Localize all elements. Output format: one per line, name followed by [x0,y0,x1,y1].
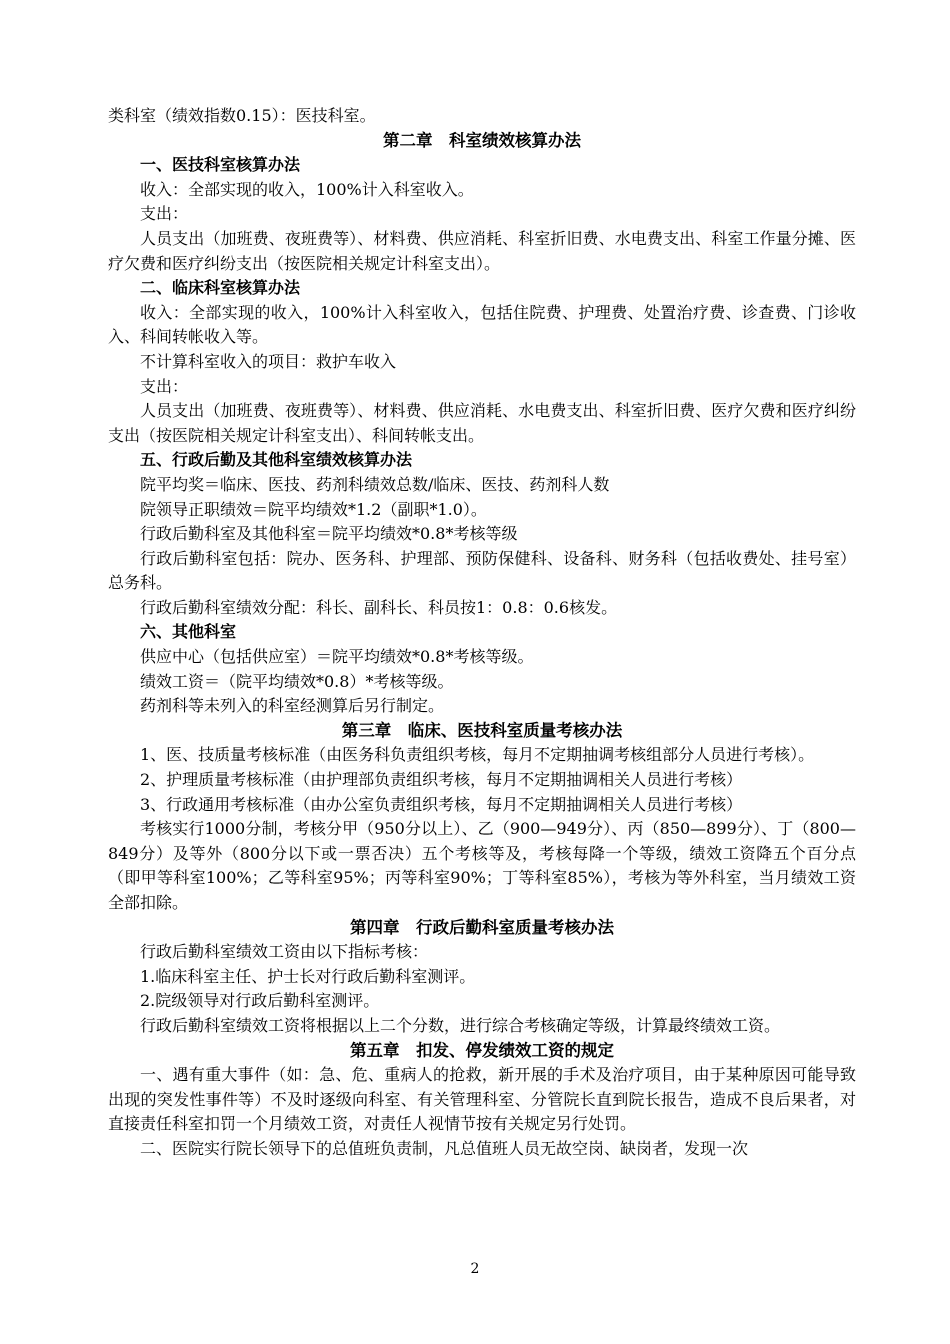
section-heading: 一、医技科室核算办法 [140,155,301,175]
paragraph: 收入：全部实现的收入，100%计入科室收入。 [140,179,474,199]
chapter-title: 第四章 行政后勤科室质量考核办法 [350,917,614,937]
paragraph: 不计算科室收入的项目：救护车收入 [140,351,397,371]
paragraph: 1、医、技质量考核标准（由医务科负责组织考核，每月不定期抽调考核组部分人员进行考核）。 [140,745,815,765]
document-body [108,104,856,1162]
paragraph: 行政后勤科室绩效工资由以下指标考核： [140,942,429,962]
paragraph: 2、护理质量考核标准（由护理部负责组织考核，每月不定期抽调相关人员进行考核） [140,770,743,790]
paragraph: 1.临床科室主任、护士长对行政后勤科室测评。 [140,966,476,986]
paragraph: 考核实行1000分制，考核分甲（950分以上）、乙（900—949分）、丙（850—899分）、丁（800—849分）及等外（800分以下或一票否决）五个考核等及，考核每降一个等级，绩效工资降五个百分点（即甲等科室100%；乙等科室95%；丙等科室90%；丁等科室85%），考核为等外科室，当月绩效工资全部扣除。 [108,819,856,912]
paragraph: 行政后勤科室绩效分配：科长、副科长、科员按1：0.8：0.6核发。 [140,597,618,617]
paragraph: 收入：全部实现的收入，100%计入科室收入，包括住院费、护理费、处置治疗费、诊查费、门诊收入、科间转帐收入等。 [108,302,856,347]
paragraph: 类科室（绩效指数0.15）：医技科室。 [108,106,376,125]
paragraph: 药剂科等未列入的科室经测算后另行制定。 [140,696,445,716]
section-heading: 二、临床科室核算办法 [140,278,301,298]
paragraph: 人员支出（加班费、夜班费等）、材料费、供应消耗、科室折旧费、水电费支出、科室工作量分摊、医疗欠费和医疗纠纷支出（按医院相关规定计科室支出）。 [108,228,856,273]
paragraph: 2.院级领导对行政后勤科室测评。 [140,991,380,1011]
section-heading: 六、其他科室 [140,622,237,642]
paragraph: 支出： [140,376,189,396]
paragraph: 二、医院实行院长领导下的总值班负责制，凡总值班人员无故空岗、缺岗者，发现一次 [140,1138,749,1158]
section-heading: 五、行政后勤及其他科室绩效核算办法 [140,450,413,470]
paragraph: 行政后勤科室绩效工资将根据以上二个分数，进行综合考核确定等级，计算最终绩效工资。 [140,1015,781,1035]
paragraph: 支出： [140,204,189,224]
paragraph: 一、遇有重大事件（如：急、危、重病人的抢救，新开展的手术及治疗项目，由于某种原因可能导致出现的突发性事件等）不及时逐级向科室、有关管理科室、分管院长直到院长报告，造成不良后果者，对直接责任科室扣罚一个月绩效工资，对责任人视情节按有关规定另行处罚。 [108,1065,856,1134]
page-number: 2 [470,1261,480,1277]
paragraph: 院领导正职绩效＝院平均绩效*1.2（副职*1.0）。 [140,499,487,519]
chapter-title: 第三章 临床、医技科室质量考核办法 [341,720,623,740]
paragraph: 供应中心（包括供应室）＝院平均绩效*0.8*考核等级。 [140,647,534,667]
paragraph: 行政后勤科室包括：院办、医务科、护理部、预防保健科、设备科、财务科（包括收费处、挂号室）总务科。 [108,548,856,593]
chapter-title: 第二章 科室绩效核算办法 [383,130,581,150]
paragraph: 院平均奖＝临床、医技、药剂科绩效总数/临床、医技、药剂科人数 [140,474,610,494]
paragraph: 绩效工资＝（院平均绩效*0.8）*考核等级。 [140,671,454,691]
chapter-title: 第五章 扣发、停发绩效工资的规定 [350,1040,614,1060]
paragraph: 3、行政通用考核标准（由办公室负责组织考核，每月不定期抽调相关人员进行考核） [140,794,743,814]
paragraph: 人员支出（加班费、夜班费等）、材料费、供应消耗、水电费支出、科室折旧费、医疗欠费和医疗纠纷支出（按医院相关规定计科室支出）、科间转帐支出。 [108,401,856,445]
paragraph: 行政后勤科室及其他科室＝院平均绩效*0.8*考核等级 [140,524,518,544]
